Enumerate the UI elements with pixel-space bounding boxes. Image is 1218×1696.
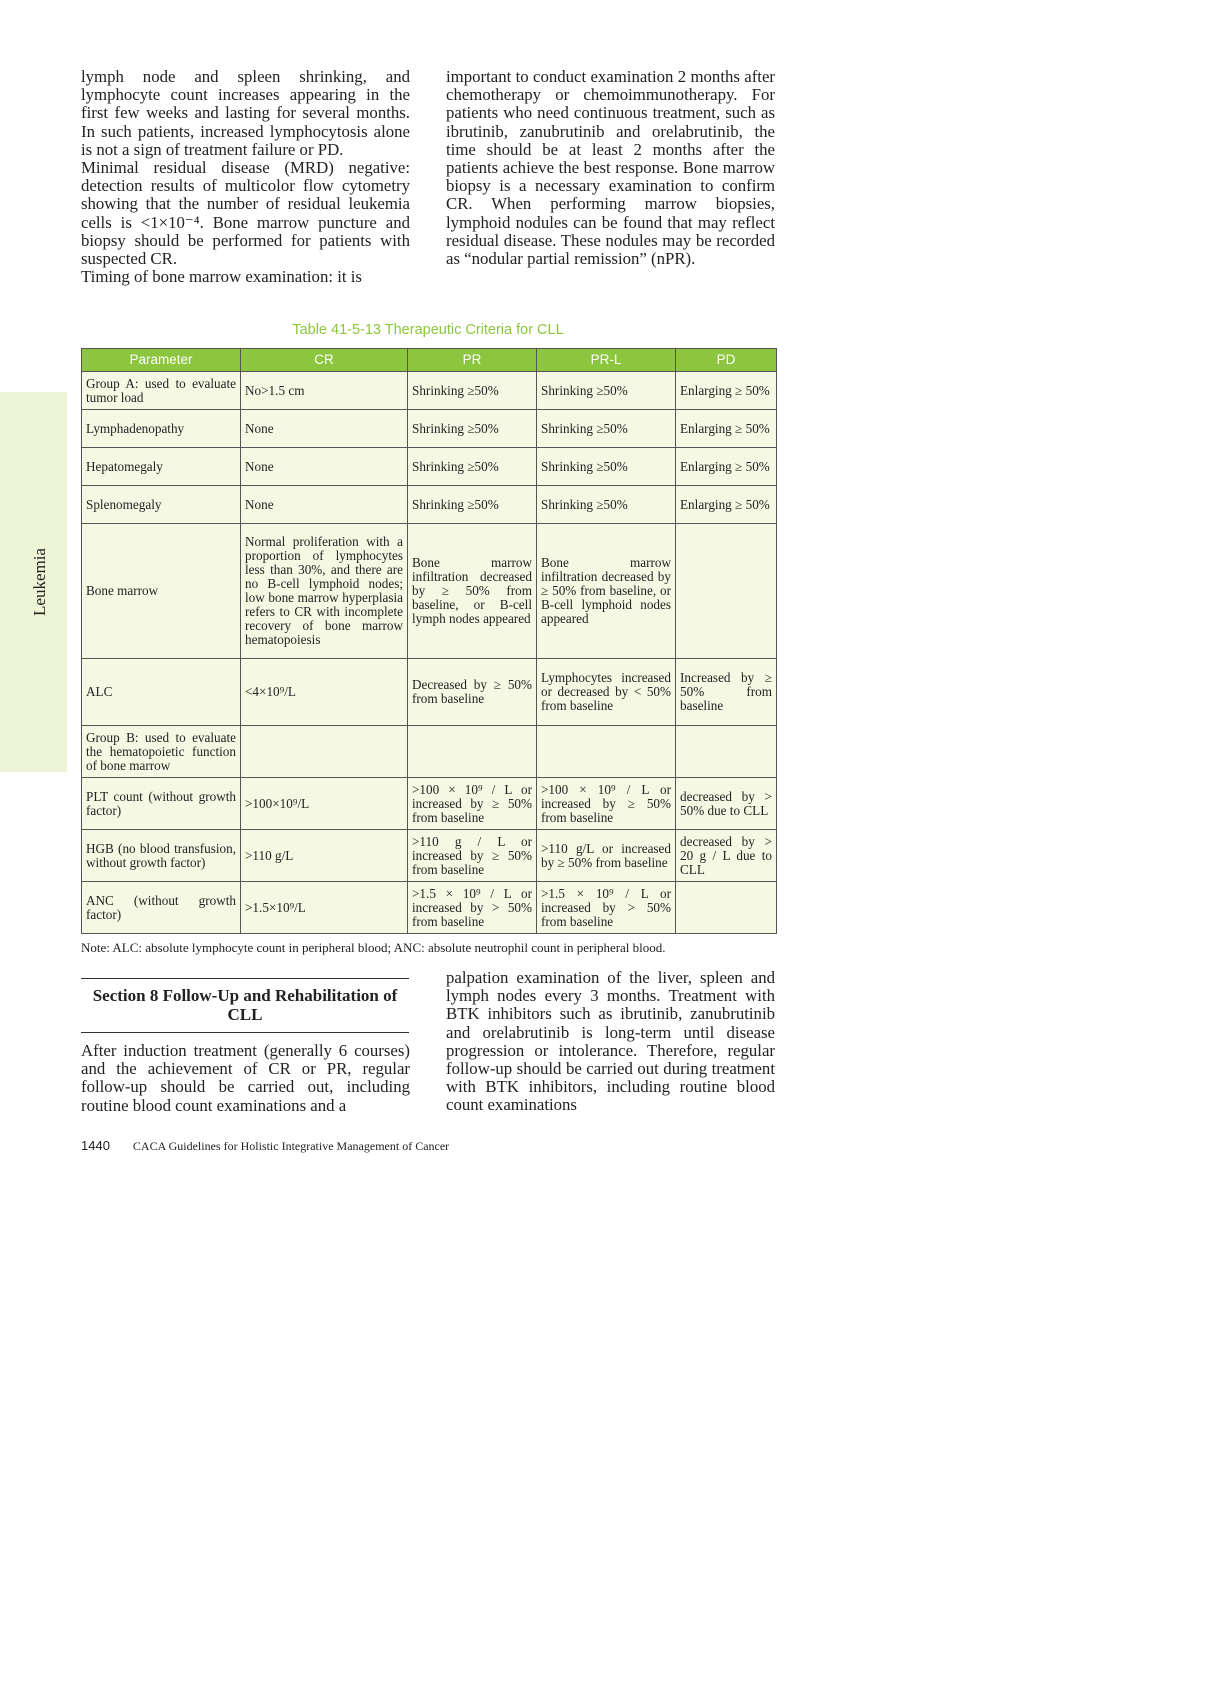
table-cell: Shrinking ≥50% (537, 410, 676, 448)
table-cell: Shrinking ≥50% (537, 486, 676, 524)
table-row (82, 778, 777, 830)
paragraph: palpation examination of the liver, spleen and lymph nodes every 3 months. Treatment with BTK inhibitors such as ibrutinib, zanubrutinib and orelabrutinib is long-term until disease progression or intolerance. Therefore, regular follow-up should be carried out during treatment with BTK inhibitors, including routine blood count examinations (446, 968, 775, 1115)
bottom-right-column (446, 969, 775, 1115)
table-cell: Bone marrow (82, 524, 241, 659)
table-row (82, 659, 777, 726)
top-right-column (446, 68, 775, 268)
header-pd: PD (676, 349, 777, 372)
table-cell: Bone marrow infiltration decreased by ≥ 50% from baseline, or B-cell lymph nodes appeared (408, 524, 537, 659)
table-cell: Enlarging ≥ 50% (676, 410, 777, 448)
table-cell: Group B: used to evaluate the hematopoietic function of bone marrow (82, 726, 241, 778)
table-cell: ALC (82, 659, 241, 726)
table-cell: Enlarging ≥ 50% (676, 486, 777, 524)
table-cell: Shrinking ≥50% (408, 486, 537, 524)
table-cell (676, 726, 777, 778)
table-cell: >100×10⁹/L (241, 778, 408, 830)
running-title: CACA Guidelines for Holistic Integrative Management of Cancer (132, 1139, 450, 1153)
table-cell: Enlarging ≥ 50% (676, 448, 777, 486)
header-cr: CR (241, 349, 408, 372)
table-cell: >110 g/L (241, 830, 408, 882)
table-cell: >100 × 10⁹ / L or increased by ≥ 50% from baseline (408, 778, 537, 830)
table-cell: decreased by > 20 g / L due to CLL (676, 830, 777, 882)
table-cell: Lymphadenopathy (82, 410, 241, 448)
table-cell: Shrinking ≥50% (408, 410, 537, 448)
table-cell: >1.5 × 10⁹ / L or increased by > 50% from baseline (408, 882, 537, 934)
table-cell: HGB (no blood transfusion, without growth factor) (82, 830, 241, 882)
table-row (82, 882, 777, 934)
table-cell: None (241, 486, 408, 524)
table-cell: decreased by > 50% due to CLL (676, 778, 777, 830)
table-cell: ANC (without growth factor) (82, 882, 241, 934)
table-cell: PLT count (without growth factor) (82, 778, 241, 830)
table-cell: Shrinking ≥50% (537, 372, 676, 410)
table-cell: None (241, 448, 408, 486)
table-cell: Group A: used to evaluate tumor load (82, 372, 241, 410)
table-cell (241, 726, 408, 778)
table-cell: Increased by ≥ 50% from baseline (676, 659, 777, 726)
table-cell: >1.5 × 10⁹ / L or increased by > 50% from baseline (537, 882, 676, 934)
paragraph: lymph node and spleen shrinking, and lymphocyte count increases appearing in the first few weeks and lasting for several months. In such patients, increased lymphocytosis alone is not a sign of treatment failure or PD. (81, 67, 410, 159)
table-row (82, 486, 777, 524)
page-number: 1440 (81, 1138, 110, 1153)
table-cell: Decreased by ≥ 50% from baseline (408, 659, 537, 726)
criteria-table (81, 348, 777, 934)
table-header-row (82, 349, 777, 372)
table-cell: Hepatomegaly (82, 448, 241, 486)
side-tab-label: Leukemia (30, 548, 49, 616)
table-cell: Shrinking ≥50% (408, 448, 537, 486)
paragraph: After induction treatment (generally 6 courses) and the achievement of CR or PR, regular follow-up should be carried out, including routine blood count examinations and a (81, 1041, 410, 1115)
page-footer (81, 1138, 449, 1154)
table-cell: Bone marrow infiltration decreased by ≥ 50% from baseline, or B-cell lymphoid nodes appeared (537, 524, 676, 659)
table-cell: No>1.5 cm (241, 372, 408, 410)
table-cell: Normal proliferation with a proportion of lymphocytes less than 30%, and there are no B-cell lymphoid nodes; low bone marrow hyperplasia refers to CR with incomplete recovery of bone marrow hematopoiesis (241, 524, 408, 659)
table-cell: <4×10⁹/L (241, 659, 408, 726)
paragraph: important to conduct examination 2 months after chemotherapy or chemoimmunotherapy. For patients who need continuous treatment, such as ibrutinib, zanubrutinib and orelabrutinib, the time should be at least 2 months after the patients achieve the best response. Bone marrow biopsy is a necessary examination to confirm CR. When performing marrow biopsies, lymphoid nodules can be found that may reflect residual disease. These nodules may be recorded as “nodular partial remission” (nPR). (446, 67, 775, 269)
table-cell: >110 g / L or increased by ≥ 50% from baseline (408, 830, 537, 882)
table-cell (676, 524, 777, 659)
table-cell: >110 g/L or increased by ≥ 50% from baseline (537, 830, 676, 882)
table-cell: Enlarging ≥ 50% (676, 372, 777, 410)
table-cell: >1.5×10⁹/L (241, 882, 408, 934)
table-cell: Shrinking ≥50% (537, 448, 676, 486)
table-row (82, 448, 777, 486)
header-parameter: Parameter (82, 349, 241, 372)
table-cell: None (241, 410, 408, 448)
bottom-left-column (81, 1042, 410, 1115)
table-cell: Shrinking ≥50% (408, 372, 537, 410)
paragraph: Minimal residual disease (MRD) negative: detection results of multicolor flow cytometry showing that the number of residual leukemia cells is <1×10⁻⁴. Bone marrow puncture and biopsy should be performed for patients with suspected CR. (81, 158, 410, 269)
paragraph: Timing of bone marrow examination: it is (81, 267, 362, 287)
table-cell: >100 × 10⁹ / L or increased by ≥ 50% from baseline (537, 778, 676, 830)
table-cell (676, 882, 777, 934)
header-pr-l: PR-L (537, 349, 676, 372)
table-row (82, 830, 777, 882)
table-cell: Splenomegaly (82, 486, 241, 524)
table-row (82, 726, 777, 778)
table-row (82, 372, 777, 410)
table-row (82, 410, 777, 448)
header-pr: PR (408, 349, 537, 372)
table-title: Table 41-5-13 Therapeutic Criteria for CLL (292, 322, 564, 338)
table-cell (408, 726, 537, 778)
section-heading: Section 8 Follow-Up and Rehabilitation of CLL (81, 978, 409, 1033)
table-cell (537, 726, 676, 778)
table-row (82, 524, 777, 659)
table-note: Note: ALC: absolute lymphocyte count in peripheral blood; ANC: absolute neutrophil count in peripheral blood. (81, 940, 666, 955)
top-left-column (81, 68, 410, 286)
table-cell: Lymphocytes increased or decreased by < 50% from baseline (537, 659, 676, 726)
